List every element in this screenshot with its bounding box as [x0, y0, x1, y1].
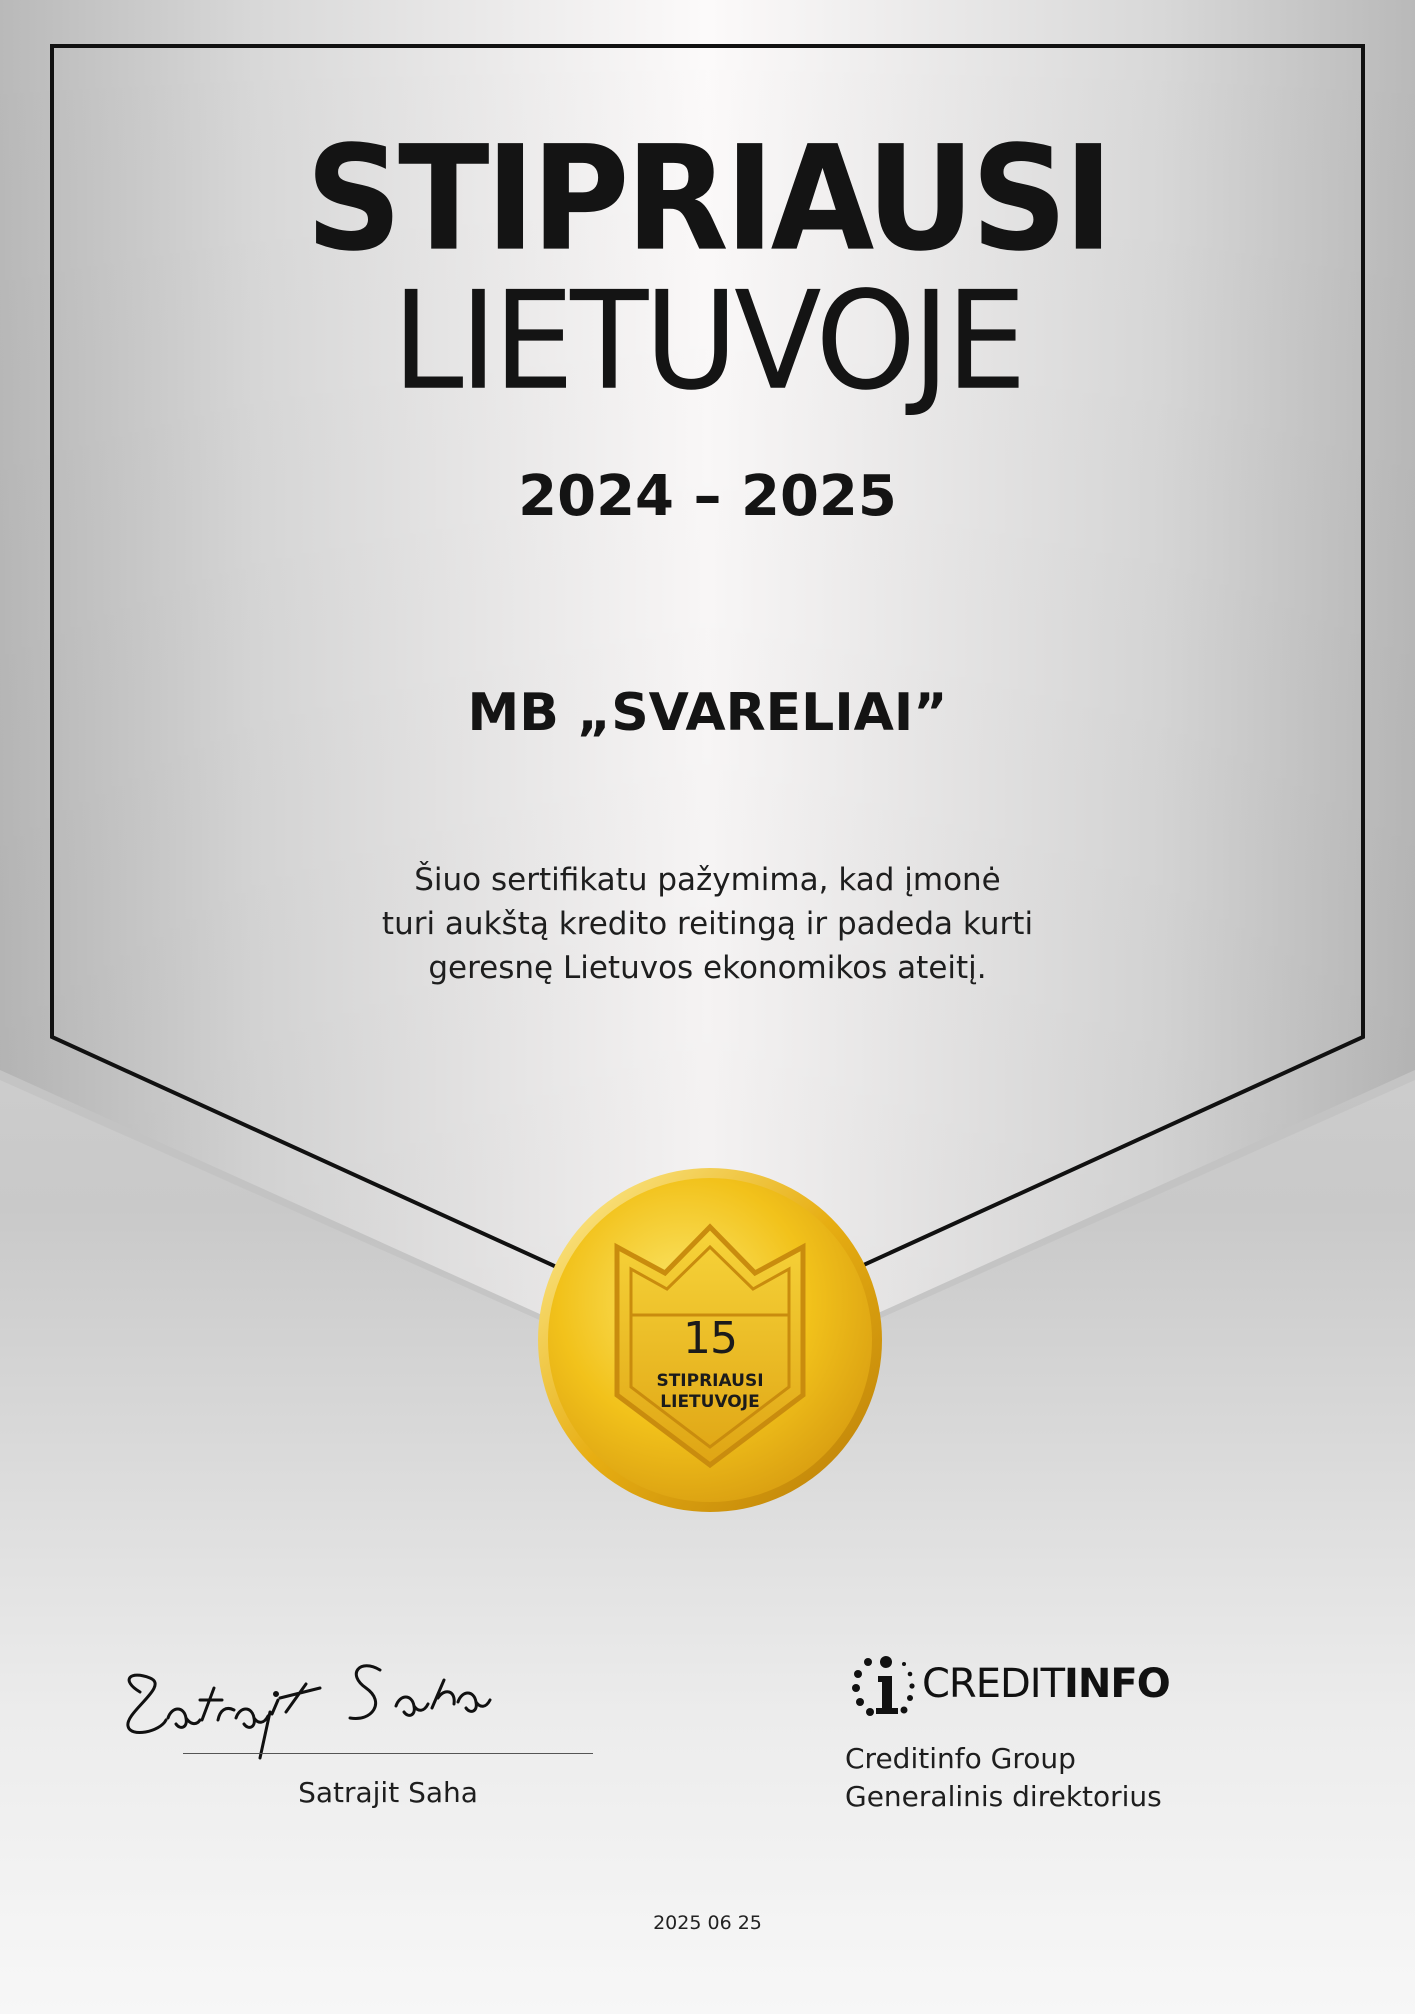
issuer-role: Generalinis direktorius [845, 1780, 1162, 1813]
statement-line: geresnę Lietuvos ekonomikos ateitį. [428, 950, 987, 986]
medal-label-line-1: STIPRIAUSI [656, 1371, 764, 1391]
title-line-1: STIPRIAUSI [305, 114, 1110, 284]
medal-number: 15 [683, 1313, 737, 1364]
signature-line [183, 1753, 593, 1754]
title-line-2: LIETUVOJE [392, 262, 1023, 421]
gold-medal [535, 1165, 885, 1515]
certificate-statement [0, 858, 1415, 990]
signatory-name: Satrajit Saha [298, 1776, 478, 1809]
creditinfo-wordmark [922, 1661, 1170, 1707]
handwritten-signature [110, 1640, 610, 1760]
company-name: MB „SVARELIAI” [467, 683, 948, 743]
issuer-details [845, 1740, 1162, 1816]
medal-label-line-2: LIETUVOJE [660, 1392, 760, 1412]
creditinfo-wordmark-light: CREDIT [922, 1661, 1065, 1707]
creditinfo-wordmark-bold: INFO [1064, 1661, 1170, 1707]
award-years: 2024 – 2025 [518, 464, 897, 529]
issuer-org: Creditinfo Group [845, 1742, 1076, 1775]
issue-date: 2025 06 25 [653, 1912, 762, 1934]
statement-line: Šiuo sertifikatu pažymima, kad įmonė [414, 862, 1001, 898]
statement-line: turi aukštą kredito reitingą ir padeda kurti [381, 906, 1034, 942]
